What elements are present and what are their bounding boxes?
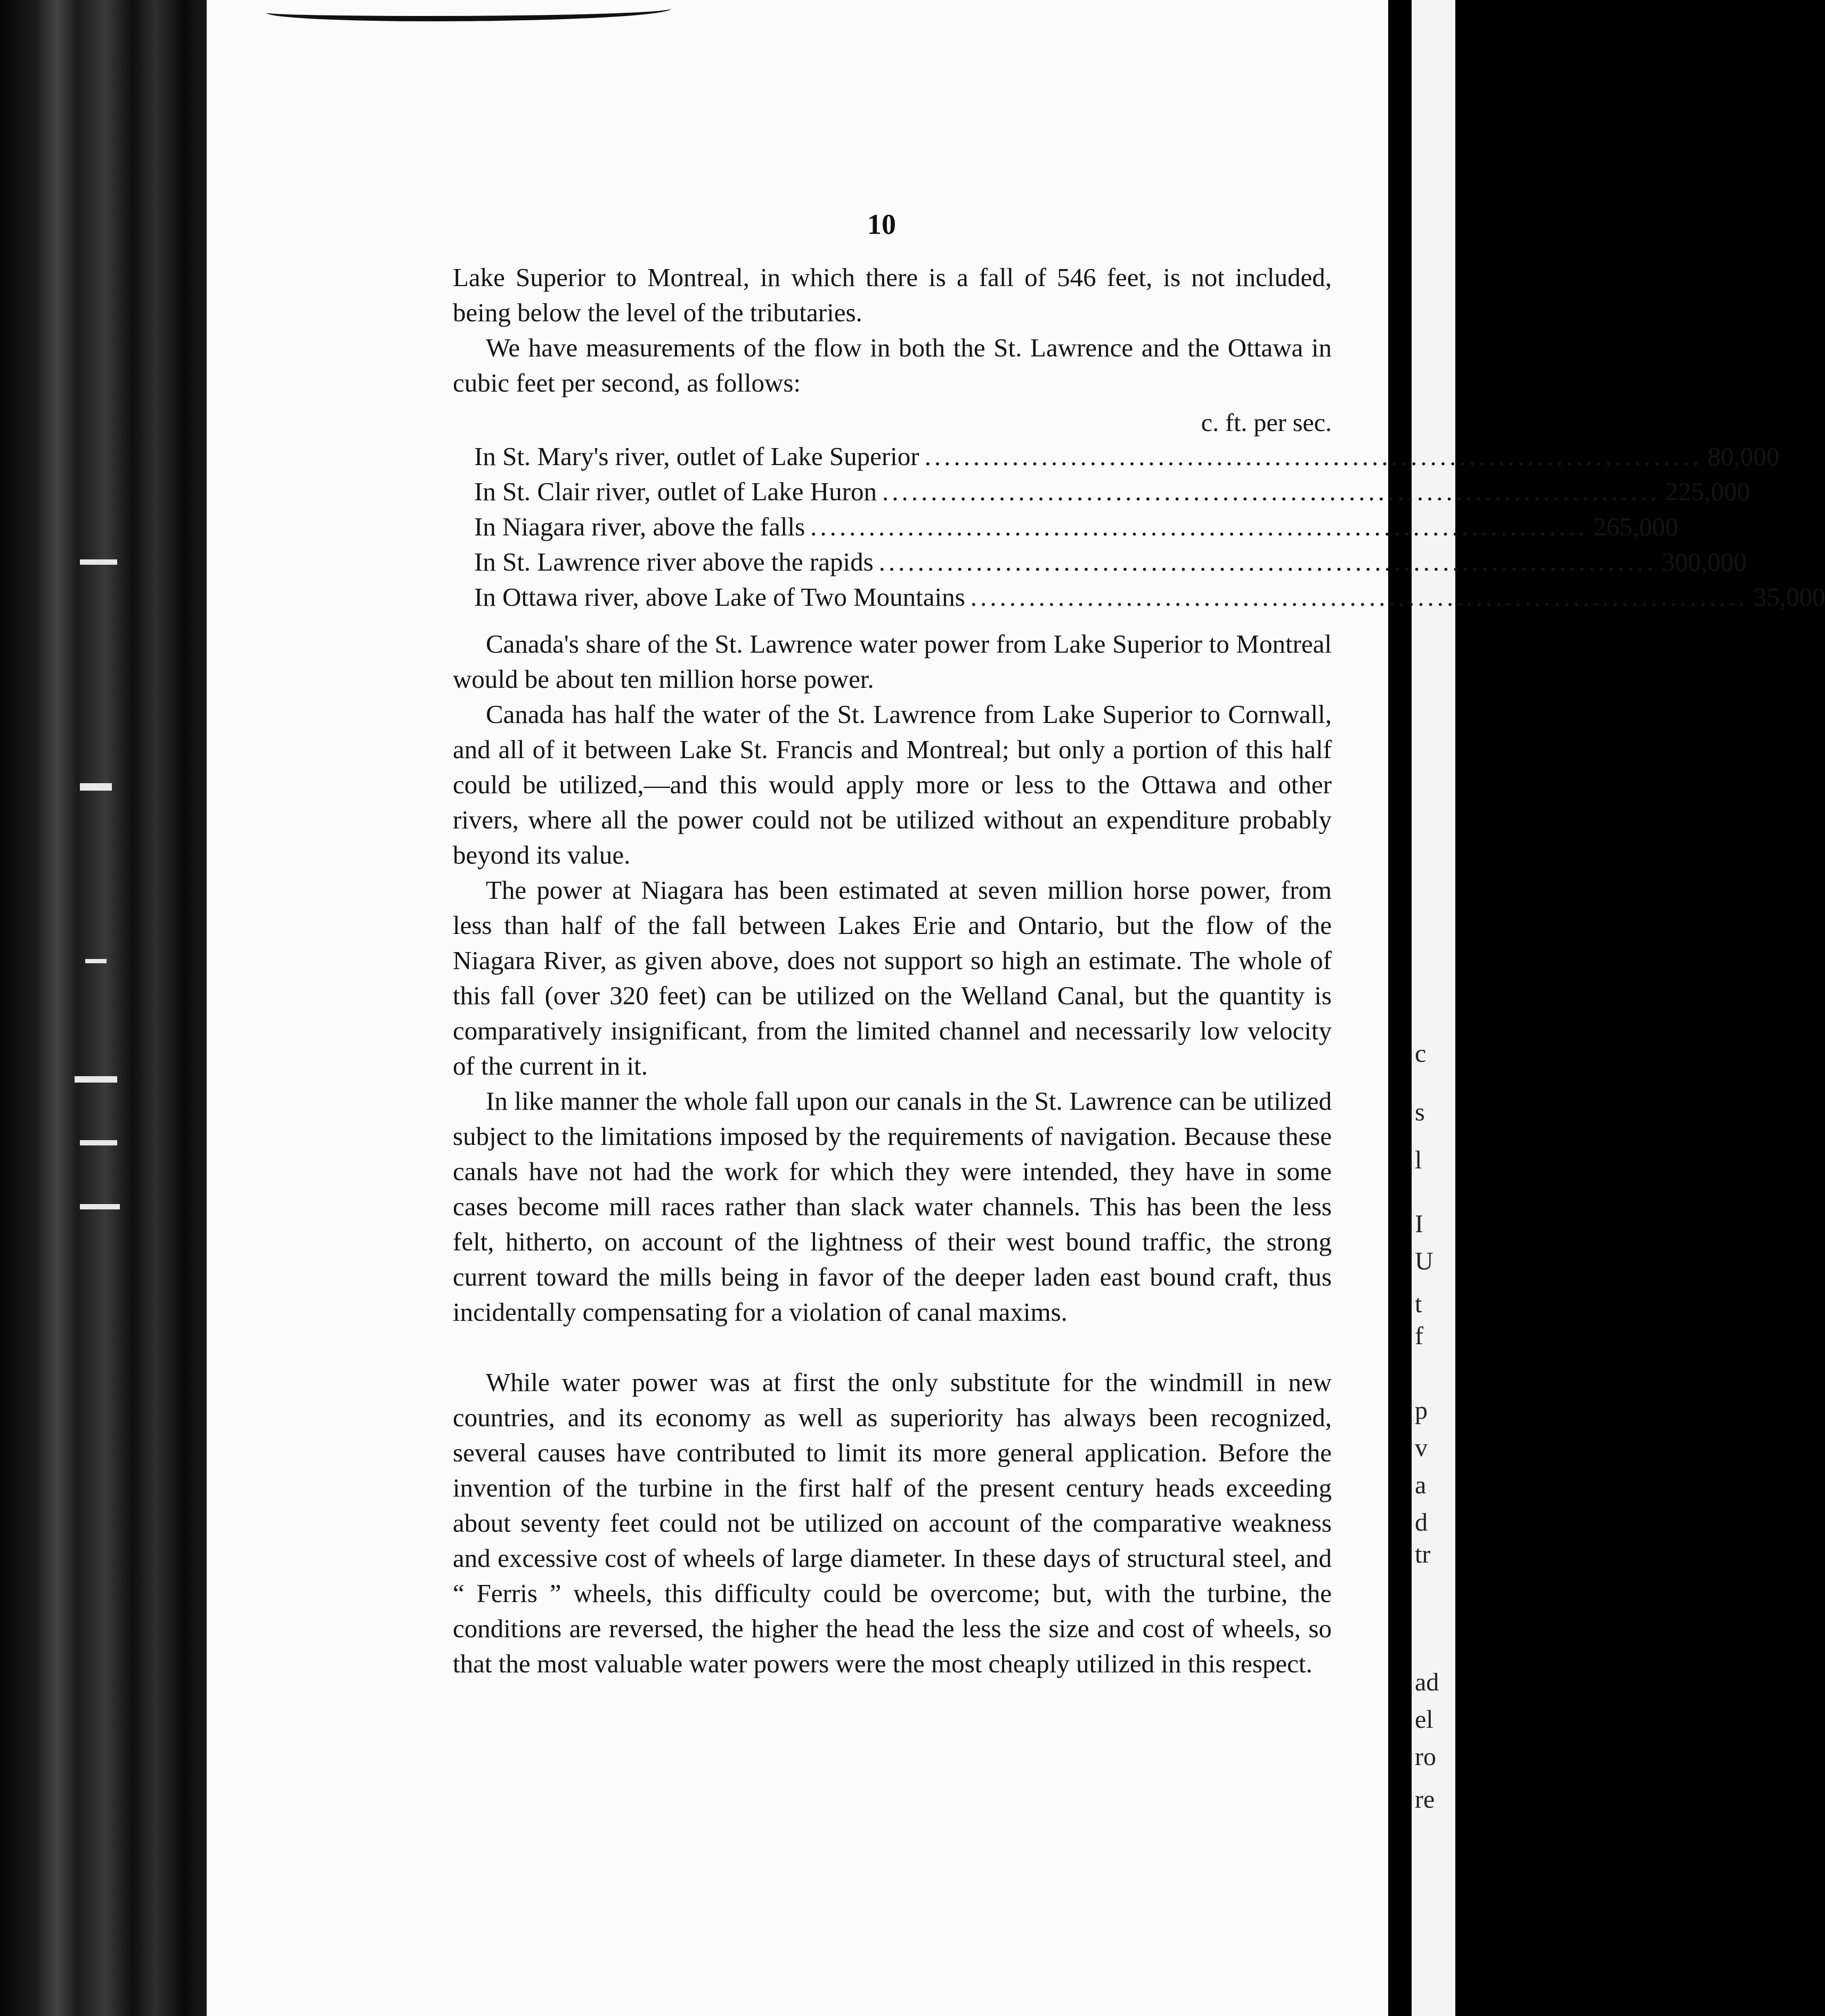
flow-table-label: In St. Mary's river, outlet of Lake Superior [474, 442, 919, 471]
flow-table-row [474, 474, 1750, 509]
dot-leader: ................................................................................ [878, 547, 1657, 576]
dot-leader: ................................................................................ [970, 582, 1748, 612]
adjacent-page-fragment: t [1415, 1290, 1422, 1318]
paragraph: In like manner the whole fall upon our canals in the St. Lawrence can be utilized subject to the limitations imposed by the requirements of navigation. Because these canals have not had the work for which they were intended, they have in some cases become mill races rather than slack water channels. This has been the less felt, hitherto, on account of the lightness of their west bound traffic, the strong current toward the mills being in favor of the deeper laden east bound craft, thus incidentally compensating for a violation of canal maxims. [453, 1086, 1332, 1327]
adjacent-page-fragment: el [1415, 1705, 1433, 1734]
flow-table-value: 225,000 [1665, 477, 1750, 506]
adjacent-page-fragment: l [1415, 1146, 1422, 1174]
adjacent-page-fragment: f [1415, 1322, 1423, 1350]
paragraph: The power at Niagara has been estimated at seven million horse power, from less than half of the fall between Lakes Erie and Ontario, but the flow of the Niagara River, as given above, does not support so high an estimate. The whole of this fall (over 320 feet) can be utilized on the Welland Canal, but the quantity is comparatively insignificant, from the limited channel and necessarily low velocity of the current in it. [453, 875, 1332, 1080]
flow-table-value: 35,000 [1753, 582, 1825, 612]
adjacent-page-fragment: s [1415, 1098, 1425, 1126]
binding-mark [75, 1076, 117, 1083]
adjacent-page-fragment: I [1415, 1210, 1423, 1238]
binding-mark [80, 1204, 120, 1209]
flow-table-label: In St. Clair river, outlet of Lake Huron [474, 477, 877, 506]
adjacent-page-fragment: v [1415, 1434, 1428, 1462]
dot-leader: ................................................................................ [810, 512, 1588, 541]
flow-table-value: 300,000 [1661, 547, 1747, 576]
page-number: 10 [867, 208, 896, 240]
page-body [453, 260, 1825, 1681]
flow-table-row [474, 580, 1825, 615]
binding-mark [85, 959, 107, 963]
adjacent-page-fragment: ad [1415, 1668, 1439, 1696]
adjacent-page-fragment: tr [1415, 1540, 1431, 1568]
adjacent-page-edge [1412, 0, 1455, 2016]
flow-table-label: In St. Lawrence river above the rapids [474, 547, 874, 576]
adjacent-page-fragment: a [1415, 1471, 1427, 1499]
adjacent-page-fragment: d [1415, 1508, 1428, 1537]
flow-table [474, 407, 1825, 615]
dot-leader: ................................................................................ [882, 477, 1660, 506]
flow-table-row [474, 544, 1747, 580]
flow-table-label: In Niagara river, above the falls [474, 512, 805, 541]
dot-leader: ................................................................................ [924, 442, 1702, 471]
paragraph: We have measurements of the flow in both the St. Lawrence and the Ottawa in cubic feet per second, as follows: [453, 333, 1332, 397]
paragraph: Canada has half the water of the St. Lawrence from Lake Superior to Cornwall, and all of it between Lake St. Francis and Montreal; but only a portion of this half could be utilized,—and this would apply more or less to the Ottawa and other rivers, where all the power could not be utilized without an expenditure probably beyond its value. [453, 700, 1332, 869]
binding-mark [80, 783, 112, 791]
flow-table-label: In Ottawa river, above Lake of Two Mountains [474, 582, 965, 612]
paragraph: Canada's share of the St. Lawrence water power from Lake Superior to Montreal would be about ten million horse power. [453, 629, 1332, 694]
paragraph: Lake Superior to Montreal, in which there is a fall of 546 feet, is not included, being below the level of the tributaries. [453, 263, 1332, 327]
flow-table-row [474, 439, 1780, 474]
flow-table-unit-header: c. ft. per sec. [1201, 409, 1332, 437]
binding-mark [80, 1140, 117, 1145]
adjacent-page-fragment: ro [1415, 1743, 1436, 1771]
flow-table-row [474, 509, 1679, 544]
section-gap [453, 1330, 1332, 1365]
adjacent-page-fragment: re [1415, 1785, 1435, 1814]
adjacent-page-fragment: c [1415, 1039, 1427, 1068]
flow-table-value: 80,000 [1707, 442, 1780, 471]
binding-mark [80, 559, 117, 565]
flow-table-value: 265,000 [1593, 512, 1679, 541]
paragraph: While water power was at first the only substitute for the windmill in new countries, and its economy as well as superiority has always been recognized, several causes have contributed to limit its more general application. Before the invention of the turbine in the first half of the present century heads exceeding about seventy feet could not be utilized on account of the comparative weakness and excessive cost of wheels of large diameter. In these days of structural steel, and “ Ferris ” wheels, this difficulty could be overcome; but, with the turbine, the conditions are reversed, the higher the head the less the size and cost of wheels, so that the most valuable water powers were the most cheaply utilized in this respect. [453, 1368, 1332, 1678]
book-binding [0, 0, 229, 2016]
adjacent-page-fragment: p [1415, 1396, 1428, 1425]
adjacent-page-fragment: U [1415, 1247, 1433, 1275]
